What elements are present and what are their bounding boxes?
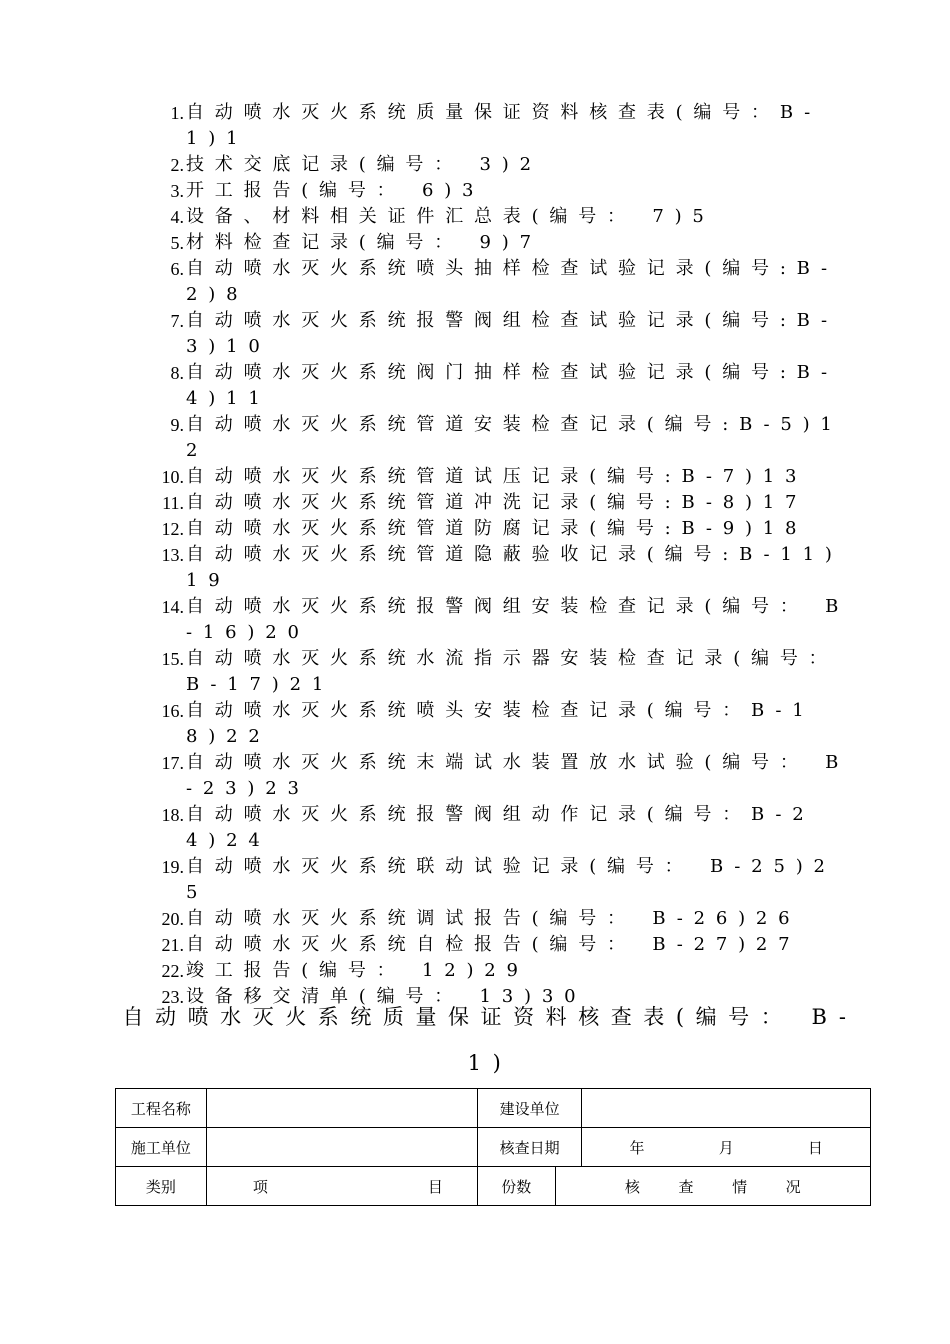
toc-item[interactable]	[150, 958, 850, 984]
toc-item-text: 自动喷水灭火系统报警阀组动作记录(编号：B-24)24	[186, 804, 815, 851]
toc-item-number: 11.	[162, 493, 184, 513]
toc-item-number: 18.	[161, 805, 184, 825]
toc-item-text: 自动喷水灭火系统水流指示器安装检查记录(编号： B-17)21	[186, 648, 838, 695]
project-name-label: 工程名称	[116, 1089, 207, 1128]
toc-item-text: 自动喷水灭火系统调试报告(编号： B-26)26	[186, 908, 801, 929]
toc-item-number: 13.	[161, 545, 184, 565]
toc-item-text: 自动喷水灭火系统报警阀组检查试验记录(编号:B-3)10	[186, 310, 838, 357]
toc-item[interactable]	[150, 750, 850, 802]
toc-item[interactable]	[150, 256, 850, 308]
toc-item-number: 23.	[161, 987, 184, 1007]
toc-item[interactable]	[150, 152, 850, 178]
toc-item[interactable]	[150, 308, 850, 360]
toc-item[interactable]	[150, 412, 850, 464]
table-row	[116, 1128, 871, 1167]
copies-header: 份数	[477, 1167, 555, 1206]
toc-item-text: 自动喷水灭火系统管道安装检查记录(编号:B-5)12	[186, 414, 843, 461]
quality-check-table	[115, 1088, 871, 1206]
toc-item-text: 自动喷水灭火系统质量保证资料核查表(编号：B-1)1	[186, 102, 822, 149]
toc-item-text: 自动喷水灭火系统管道试压记录(编号:B-7)13	[186, 466, 808, 487]
toc-item[interactable]	[150, 932, 850, 958]
toc-item-number: 2.	[170, 155, 184, 175]
toc-item-text: 自动喷水灭火系统末端试水装置放水试验(编号： B-23)23	[186, 752, 850, 799]
item-header-part-2: 目	[427, 1177, 443, 1196]
toc-item[interactable]	[150, 464, 850, 490]
document-title: 自动喷水灭火系统质量保证资料核查表(编号： B-1)	[122, 1005, 858, 1075]
item-header	[206, 1167, 477, 1206]
toc-item-number: 14.	[161, 597, 184, 617]
owner-label: 建设单位	[477, 1089, 582, 1128]
status-header-char: 况	[785, 1177, 801, 1196]
toc-item-number: 3.	[170, 181, 184, 201]
toc-item-text: 开工报告(编号： 6)3	[186, 180, 485, 201]
toc-item-number: 17.	[161, 753, 184, 773]
contractor-label: 施工单位	[116, 1128, 207, 1167]
toc-item-text: 自动喷水灭火系统报警阀组安装检查记录(编号： B-16)20	[186, 596, 850, 643]
status-header-char: 核	[624, 1177, 640, 1196]
toc-item-text: 自动喷水灭火系统自检报告(编号： B-27)27	[186, 934, 801, 955]
check-date-field[interactable]	[582, 1128, 871, 1167]
toc-item[interactable]	[150, 178, 850, 204]
toc-item-number: 1.	[170, 103, 184, 123]
toc-item-number: 22.	[161, 961, 184, 981]
toc-item-text: 竣工报告(编号： 12)29	[186, 960, 529, 981]
toc-item-text: 自动喷水灭火系统喷头抽样检查试验记录(编号:B-2)8	[186, 258, 838, 305]
toc-item-text: 自动喷水灭火系统联动试验记录(编号： B-25)25	[186, 856, 836, 903]
table-row	[116, 1089, 871, 1128]
toc-item-number: 7.	[170, 311, 184, 331]
toc-item-text: 自动喷水灭火系统管道隐蔽验收记录(编号:B-11)19	[186, 544, 843, 591]
toc-item-text: 自动喷水灭火系统喷头安装检查记录(编号：B-18)22	[186, 700, 815, 747]
toc-item-text: 材料检查记录(编号： 9)7	[186, 232, 542, 253]
status-header-char: 情	[732, 1177, 748, 1196]
toc-item-text: 自动喷水灭火系统管道冲洗记录(编号:B-8)17	[186, 492, 808, 513]
toc-item-text: 技术交底记录(编号： 3)2	[186, 154, 542, 175]
day-label: 日	[807, 1138, 823, 1157]
toc-item[interactable]	[150, 802, 850, 854]
toc-item-number: 6.	[170, 259, 184, 279]
toc-item[interactable]	[150, 230, 850, 256]
project-name-field[interactable]	[206, 1089, 477, 1128]
check-date-label: 核查日期	[477, 1128, 582, 1167]
toc-item-number: 16.	[161, 701, 184, 721]
toc-item[interactable]	[150, 646, 850, 698]
toc-item-number: 20.	[161, 909, 184, 929]
toc-item[interactable]	[150, 204, 850, 230]
toc-item-number: 4.	[170, 207, 184, 227]
toc-item[interactable]	[150, 854, 850, 906]
toc-item-number: 8.	[170, 363, 184, 383]
toc-item-text: 设备、材料相关证件汇总表(编号： 7)5	[186, 206, 715, 227]
toc-item[interactable]	[150, 698, 850, 750]
table-of-contents	[150, 100, 850, 1010]
toc-item-number: 5.	[170, 233, 184, 253]
toc-item-number: 19.	[161, 857, 184, 877]
toc-item[interactable]	[150, 516, 850, 542]
year-label: 年	[629, 1138, 645, 1157]
toc-item[interactable]	[150, 360, 850, 412]
toc-item-number: 9.	[170, 415, 184, 435]
owner-field[interactable]	[582, 1089, 871, 1128]
toc-item-number: 10.	[161, 467, 184, 487]
toc-item[interactable]	[150, 100, 850, 152]
toc-item-text: 设备移交清单(编号： 13)30	[186, 986, 587, 1007]
toc-item[interactable]	[150, 542, 850, 594]
toc-item-text: 自动喷水灭火系统管道防腐记录(编号:B-9)18	[186, 518, 808, 539]
item-header-part-1: 项	[252, 1177, 268, 1196]
toc-item-number: 12.	[161, 519, 184, 539]
contractor-field[interactable]	[206, 1128, 477, 1167]
category-header: 类别	[116, 1167, 207, 1206]
toc-item[interactable]	[150, 594, 850, 646]
toc-item-text: 自动喷水灭火系统阀门抽样检查试验记录(编号:B-4)11	[186, 362, 838, 409]
table-header-row	[116, 1167, 871, 1206]
toc-item[interactable]	[150, 490, 850, 516]
month-label: 月	[718, 1138, 734, 1157]
toc-item-number: 15.	[161, 649, 184, 669]
toc-item[interactable]	[150, 906, 850, 932]
toc-item-number: 21.	[161, 935, 184, 955]
status-header	[555, 1167, 870, 1206]
status-header-char: 查	[678, 1177, 694, 1196]
